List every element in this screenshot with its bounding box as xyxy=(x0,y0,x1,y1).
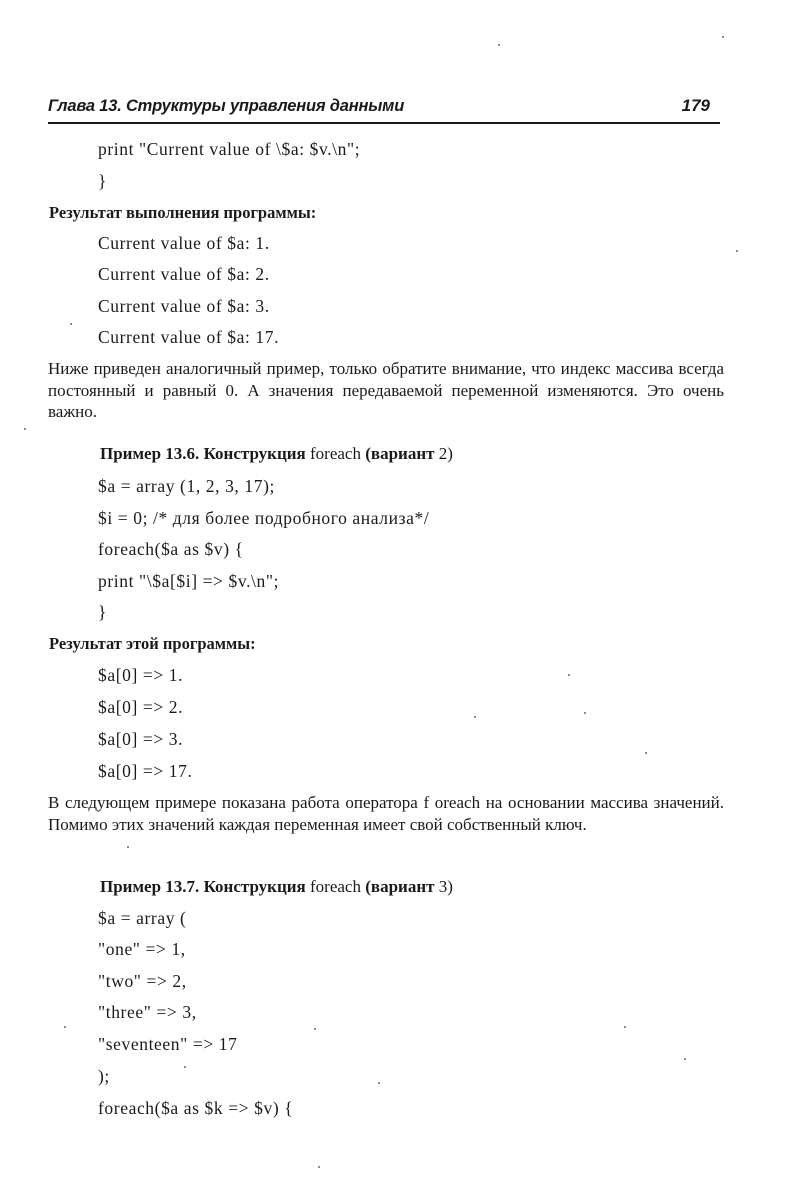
scan-speck xyxy=(498,44,500,46)
page-number: 179 xyxy=(681,96,710,115)
output-line: Current value of $a: 17. xyxy=(98,327,280,347)
example-variant: (вариант xyxy=(365,877,435,896)
scan-speck xyxy=(684,1058,686,1060)
example-keyword: foreach xyxy=(310,444,361,463)
code-line: print "Current value of \$a: $v.\n"; xyxy=(98,139,361,159)
output-line: $a[0] => 2. xyxy=(98,697,184,717)
output-line: Current value of $a: 1. xyxy=(98,233,270,253)
code-line: "three" => 3, xyxy=(98,1002,197,1022)
code-line: $a = array (1, 2, 3, 17); xyxy=(98,476,275,496)
code-line: foreach($a as $k => $v) { xyxy=(98,1098,294,1118)
example-variant: (вариант xyxy=(365,444,435,463)
scan-speck xyxy=(318,1166,320,1168)
body-paragraph: Ниже приведен аналогичный пример, только обратите внимание, что индекс массива всегда постоянный и равный 0. А значения передаваемой переменной изменяются. Это очень важно. xyxy=(48,359,724,421)
example-number: Пример 13.6. xyxy=(100,444,200,463)
example-number: Пример 13.7. xyxy=(100,877,200,896)
code-line: $i = 0; /* для более подробного анализа*/ xyxy=(98,508,430,528)
scan-speck xyxy=(736,250,738,252)
result-label: Результат этой программы: xyxy=(49,634,256,653)
chapter-title: Глава 13. Структуры управления данными xyxy=(48,97,405,115)
output-line: $a[0] => 1. xyxy=(98,665,184,685)
scan-speck xyxy=(584,712,586,714)
code-line: } xyxy=(98,602,107,622)
example-caption xyxy=(100,877,453,897)
result-label: Результат выполнения программы: xyxy=(49,203,317,222)
scan-speck xyxy=(378,1082,380,1084)
page-header xyxy=(48,94,720,124)
scan-speck xyxy=(24,428,26,430)
scan-speck xyxy=(474,716,476,718)
scan-speck xyxy=(568,674,570,676)
example-caption xyxy=(100,444,453,464)
example-variant-num: 3) xyxy=(438,877,453,896)
code-line: "two" => 2, xyxy=(98,971,187,991)
output-line: Current value of $a: 2. xyxy=(98,264,270,284)
scan-speck xyxy=(64,1026,66,1028)
scan-speck xyxy=(624,1026,626,1028)
example-construct: Конструкция xyxy=(203,444,306,463)
example-variant-num: 2) xyxy=(438,444,453,463)
scan-speck xyxy=(314,1028,316,1030)
code-line: foreach($a as $v) { xyxy=(98,539,244,559)
scan-speck xyxy=(70,323,72,325)
output-line: Current value of $a: 3. xyxy=(98,296,270,316)
output-line: $a[0] => 17. xyxy=(98,761,193,781)
example-construct: Конструкция xyxy=(203,877,306,896)
code-line: "seventeen" => 17 xyxy=(98,1034,238,1054)
code-line: } xyxy=(98,171,107,191)
code-line: ); xyxy=(98,1066,110,1086)
scan-speck xyxy=(127,846,129,848)
example-keyword: foreach xyxy=(310,877,361,896)
code-line: "one" => 1, xyxy=(98,939,186,959)
scan-speck xyxy=(645,752,647,754)
code-line: print "\$a[$i] => $v.\n"; xyxy=(98,571,280,591)
scan-speck xyxy=(722,36,724,38)
output-line: $a[0] => 3. xyxy=(98,729,184,749)
code-line: $a = array ( xyxy=(98,908,187,928)
scan-speck xyxy=(184,1066,186,1068)
body-paragraph: В следующем примере показана работа оператора f oreach на основании массива значений. Помимо этих значений каждая переменная имеет свой собственный ключ. xyxy=(48,793,724,834)
